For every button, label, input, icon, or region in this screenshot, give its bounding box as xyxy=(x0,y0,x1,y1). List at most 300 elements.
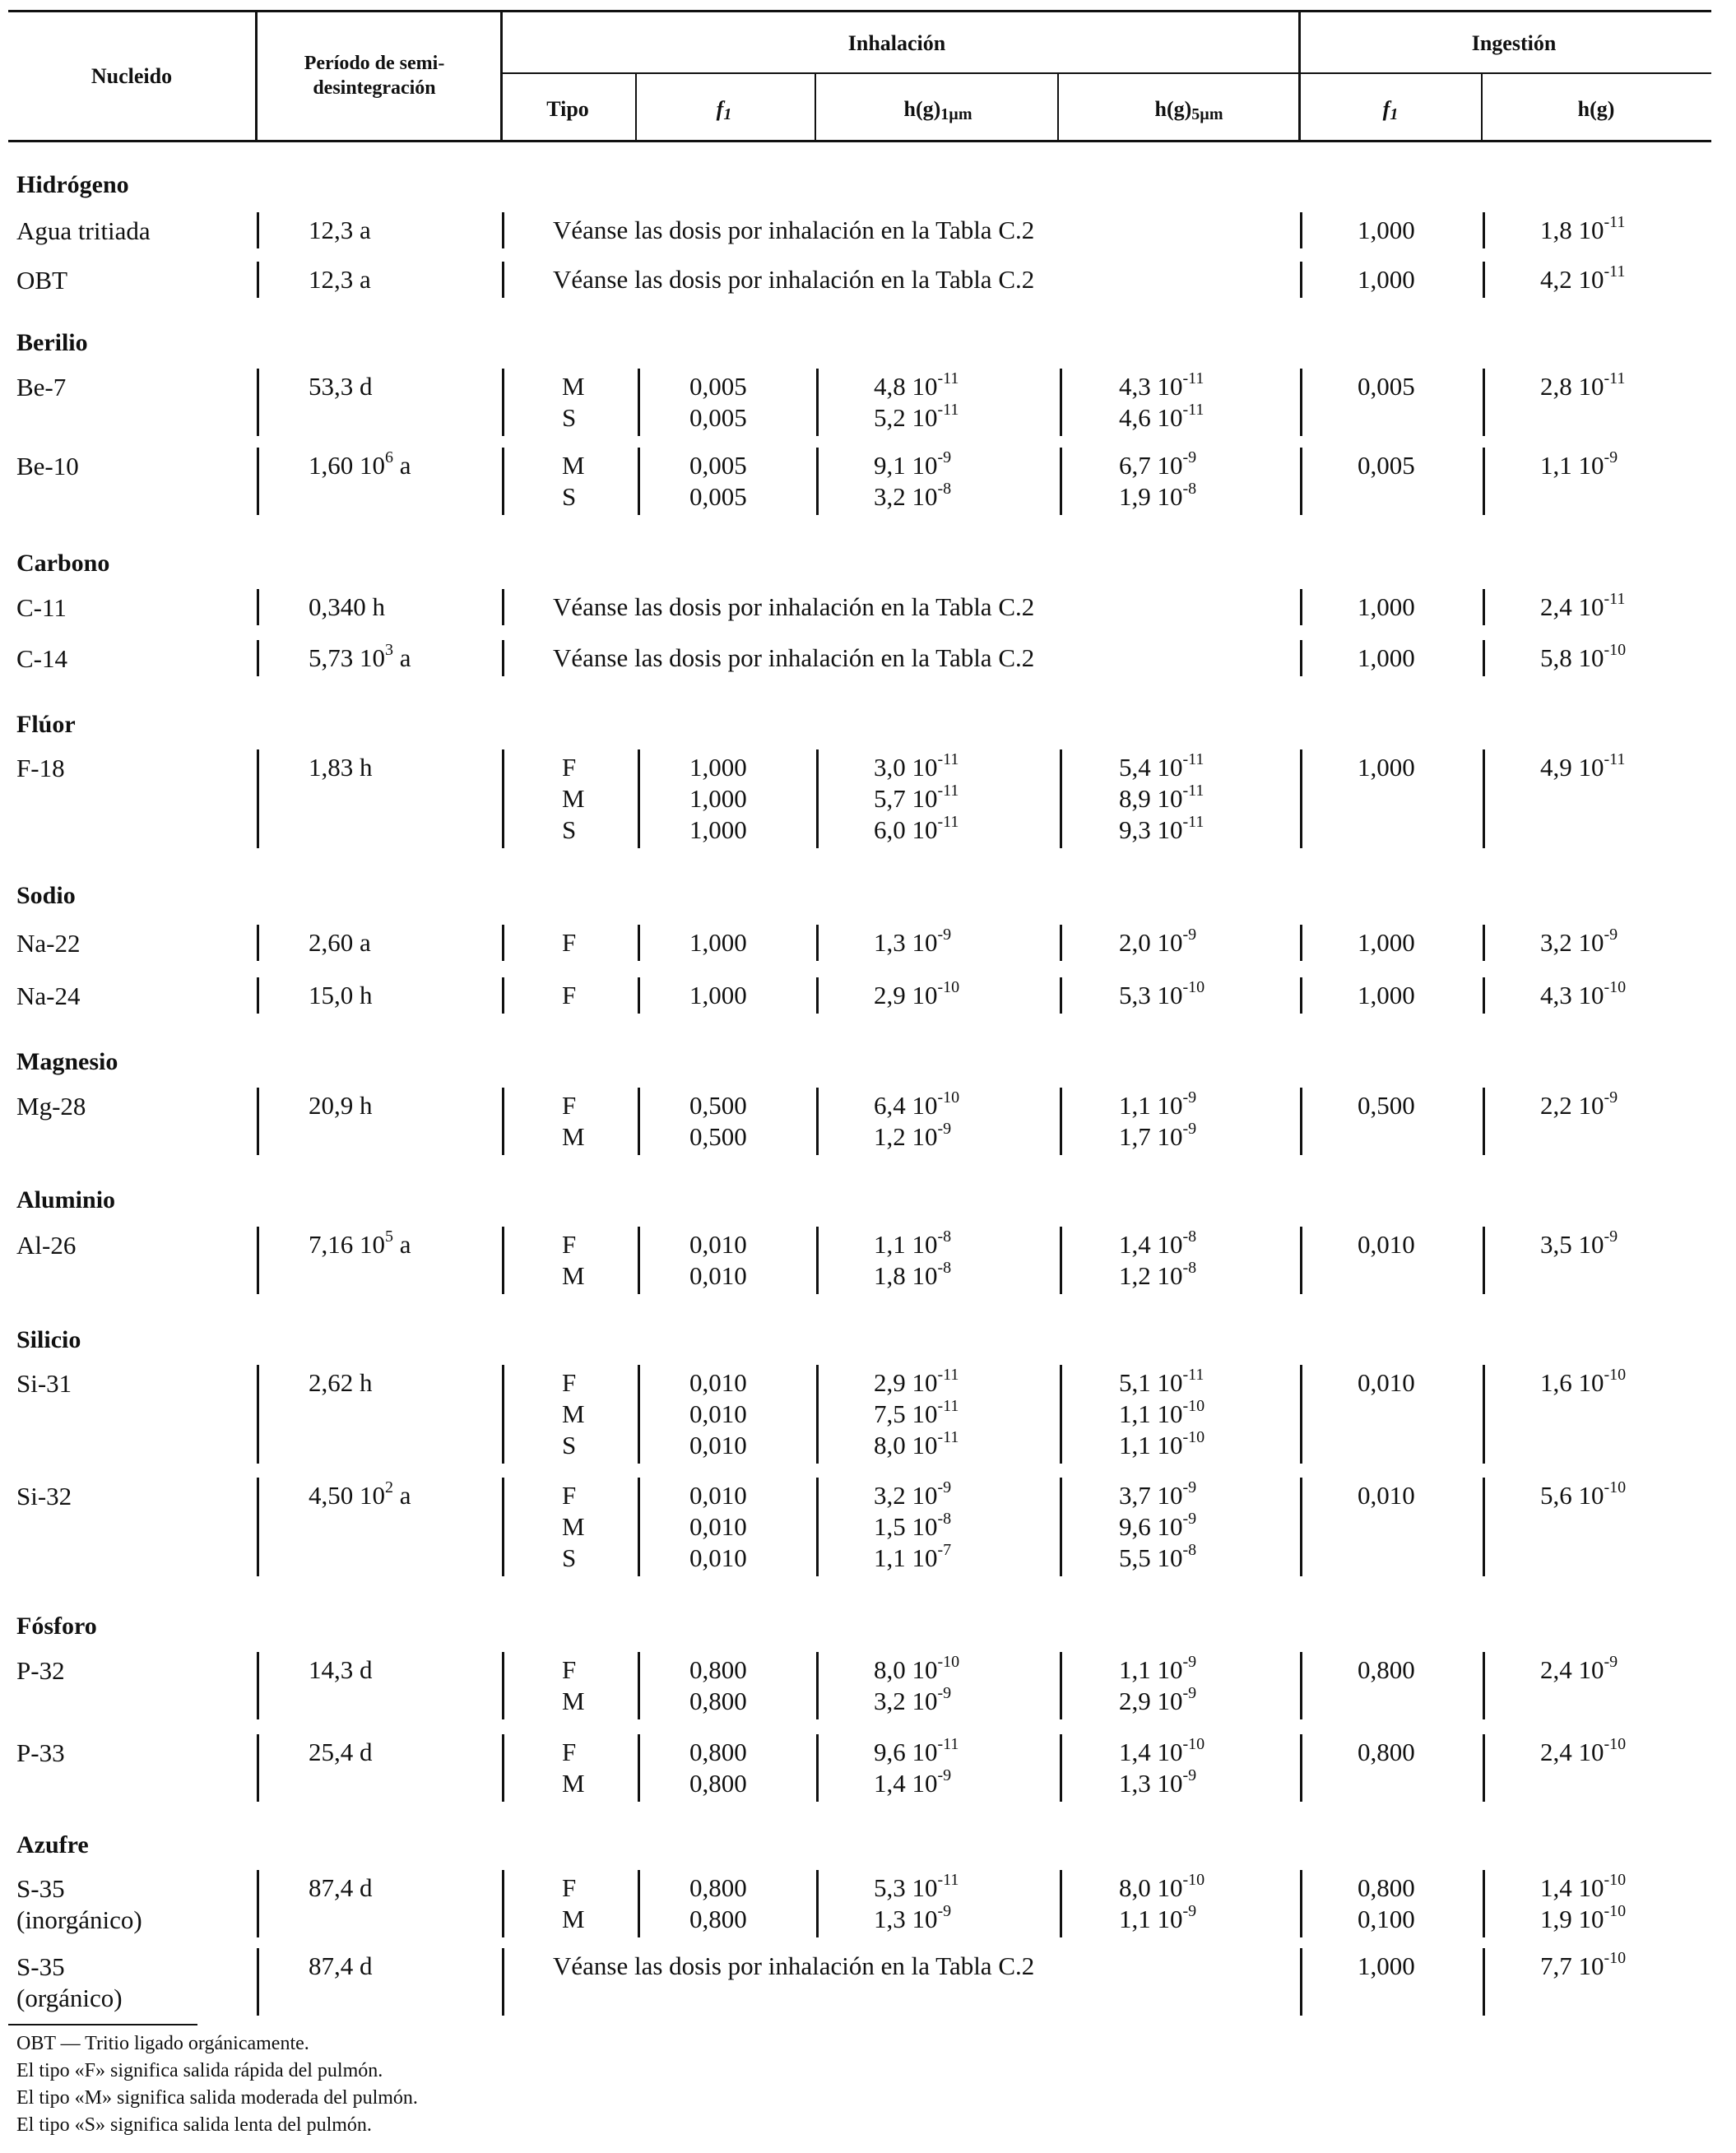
header-sub-rule xyxy=(502,72,1711,74)
h-1um: 1,1 $10^{-7}$ xyxy=(874,1541,952,1572)
h-1um: 2,9 $10^{-11}$ xyxy=(874,1366,959,1397)
nuclide-name: Si-32 xyxy=(16,1482,72,1510)
absorption-type: F xyxy=(562,1655,577,1684)
f1-ingestion: 0,005 xyxy=(1358,372,1415,401)
half-life: 25,4 d xyxy=(309,1738,373,1766)
column-separator xyxy=(1060,1365,1062,1464)
f1-inhalation: 0,005 xyxy=(689,482,747,511)
h-1um: 1,2 $10^{-9}$ xyxy=(874,1120,952,1151)
h-ingestion: 1,4 $10^{-10}$ xyxy=(1540,1871,1627,1902)
column-separator xyxy=(257,925,259,961)
half-life: 1,83 h xyxy=(309,753,373,782)
absorption-type: M xyxy=(562,1122,585,1151)
nuclide-name: OBT xyxy=(16,266,67,295)
column-separator xyxy=(257,1227,259,1294)
header-divider-2 xyxy=(500,10,503,142)
column-separator xyxy=(816,977,819,1014)
h-5um: 1,7 $10^{-9}$ xyxy=(1119,1120,1197,1151)
h-5um: 1,1 $10^{-9}$ xyxy=(1119,1653,1197,1684)
column-separator xyxy=(1483,1227,1485,1294)
see-table-note: Véanse las dosis por inhalación en la Tabla C.2 xyxy=(553,643,1035,672)
column-separator xyxy=(257,749,259,848)
header-top-rule xyxy=(8,10,1711,12)
h-ingestion: 2,4 $10^{-11}$ xyxy=(1540,590,1626,621)
column-separator xyxy=(1300,749,1302,848)
column-separator xyxy=(816,1870,819,1937)
column-separator xyxy=(1060,1652,1062,1719)
column-separator xyxy=(1300,212,1302,248)
nuclide-name: S-35 (inorgánico) xyxy=(16,1874,142,1934)
col-header-nucleido: Nucleido xyxy=(91,64,173,88)
column-separator xyxy=(1483,1478,1485,1576)
half-life: 7,16 $10^5$ a xyxy=(309,1227,411,1259)
column-separator xyxy=(1483,212,1485,248)
absorption-type: S xyxy=(562,1431,577,1459)
f1-inhalation: 0,800 xyxy=(689,1738,747,1766)
nuclide-name: C-14 xyxy=(16,644,67,673)
column-separator xyxy=(1483,749,1485,848)
absorption-type: M xyxy=(562,1261,585,1290)
nuclide-name: Si-31 xyxy=(16,1369,72,1398)
column-separator xyxy=(1300,1227,1302,1294)
column-separator xyxy=(257,448,259,515)
f1-inhalation: 0,800 xyxy=(689,1769,747,1798)
f1-inhalation: 0,010 xyxy=(689,1230,747,1259)
nuclide-name: Agua tritiada xyxy=(16,216,151,245)
h-1um: 1,3 $10^{-9}$ xyxy=(874,1902,952,1933)
h-5um: 1,4 $10^{-8}$ xyxy=(1119,1227,1197,1259)
f1-ingestion: 0,800 xyxy=(1358,1655,1415,1684)
header-divider-5 xyxy=(815,74,816,142)
column-separator xyxy=(257,640,259,676)
see-table-note: Véanse las dosis por inhalación en la Tabla C.2 xyxy=(553,216,1035,244)
footnote: El tipo «F» significa salida rápida del pulmón. xyxy=(16,2060,383,2081)
column-separator xyxy=(1300,925,1302,961)
f1-inhalation: 1,000 xyxy=(689,928,747,957)
half-life: 87,4 d xyxy=(309,1873,373,1902)
f1-inhalation: 0,005 xyxy=(689,403,747,432)
column-separator xyxy=(257,262,259,298)
h-ingestion: 5,8 $10^{-10}$ xyxy=(1540,641,1627,672)
column-separator xyxy=(1060,1478,1062,1576)
column-separator xyxy=(1483,1088,1485,1155)
half-life: 14,3 d xyxy=(309,1655,373,1684)
f1-inhalation: 0,800 xyxy=(689,1655,747,1684)
column-separator xyxy=(257,369,259,436)
absorption-type: S xyxy=(562,1543,577,1572)
column-separator xyxy=(1483,369,1485,436)
col-header-hg: h(g) xyxy=(1577,97,1615,121)
column-separator xyxy=(1483,1365,1485,1464)
half-life: 87,4 d xyxy=(309,1951,373,1980)
group-carbono: Carbono xyxy=(16,550,110,577)
column-separator xyxy=(257,212,259,248)
column-separator xyxy=(502,640,504,676)
col-header-f1-ing: $f_1$ xyxy=(1382,97,1399,123)
h-ingestion: 2,8 $10^{-11}$ xyxy=(1540,369,1626,401)
h-5um: 6,7 $10^{-9}$ xyxy=(1119,448,1197,480)
column-separator xyxy=(502,1734,504,1802)
absorption-type: F xyxy=(562,1481,577,1510)
column-separator xyxy=(816,1734,819,1802)
f1-ingestion: 0,010 xyxy=(1358,1230,1415,1259)
column-separator xyxy=(502,1948,504,2016)
f1-inhalation: 0,010 xyxy=(689,1261,747,1290)
half-life: 15,0 h xyxy=(309,981,373,1009)
h-5um: 5,5 $10^{-8}$ xyxy=(1119,1541,1197,1572)
column-separator xyxy=(257,1948,259,2016)
column-separator xyxy=(502,369,504,436)
f1-inhalation: 0,010 xyxy=(689,1543,747,1572)
header-divider-1 xyxy=(255,10,258,142)
absorption-type: F xyxy=(562,981,577,1009)
f1-inhalation: 0,005 xyxy=(689,451,747,480)
column-separator xyxy=(502,1088,504,1155)
absorption-type: S xyxy=(562,815,577,844)
column-separator xyxy=(1300,1088,1302,1155)
f1-inhalation: 0,010 xyxy=(689,1481,747,1510)
column-separator xyxy=(1483,640,1485,676)
f1-ingestion: 1,000 xyxy=(1358,265,1415,294)
absorption-type: M xyxy=(562,1905,585,1933)
h-1um: 3,2 $10^{-9}$ xyxy=(874,1478,952,1510)
column-separator xyxy=(502,1365,504,1464)
column-separator xyxy=(502,1870,504,1937)
f1-inhalation: 0,800 xyxy=(689,1905,747,1933)
half-life: 1,60 $10^6$ a xyxy=(309,448,411,480)
column-separator xyxy=(816,1227,819,1294)
column-separator xyxy=(638,749,640,848)
absorption-type: F xyxy=(562,1091,577,1120)
column-separator xyxy=(816,1652,819,1719)
absorption-type: M xyxy=(562,451,585,480)
header-divider-7 xyxy=(1481,74,1483,142)
header-bottom-rule xyxy=(8,140,1711,142)
h-1um: 4,8 $10^{-11}$ xyxy=(874,369,959,401)
column-separator xyxy=(1300,589,1302,625)
column-separator xyxy=(1300,1365,1302,1464)
column-separator xyxy=(1483,925,1485,961)
column-separator xyxy=(1483,1948,1485,2016)
absorption-type: S xyxy=(562,403,577,432)
column-separator xyxy=(502,1652,504,1719)
column-separator xyxy=(1300,977,1302,1014)
absorption-type: M xyxy=(562,784,585,813)
f1-inhalation: 0,010 xyxy=(689,1512,747,1541)
h-ingestion: 4,2 $10^{-11}$ xyxy=(1540,262,1626,294)
h-1um: 3,2 $10^{-8}$ xyxy=(874,480,952,511)
column-separator xyxy=(257,1734,259,1802)
footnote: El tipo «S» significa salida lenta del pulmón. xyxy=(16,2114,372,2136)
group-sodio: Sodio xyxy=(16,882,76,909)
nuclide-name: F-18 xyxy=(16,754,65,782)
h-1um: 3,0 $10^{-11}$ xyxy=(874,750,959,782)
absorption-type: M xyxy=(562,1512,585,1541)
nuclide-name: Be-10 xyxy=(16,452,79,480)
column-separator xyxy=(638,925,640,961)
h-ingestion: 3,5 $10^{-9}$ xyxy=(1540,1227,1618,1259)
column-separator xyxy=(257,1870,259,1937)
column-separator xyxy=(816,369,819,436)
half-life: 4,50 $10^2$ a xyxy=(309,1478,411,1510)
column-separator xyxy=(638,1652,640,1719)
h-1um: 9,6 $10^{-11}$ xyxy=(874,1735,959,1766)
h-1um: 1,1 $10^{-8}$ xyxy=(874,1227,952,1259)
group-aluminio: Aluminio xyxy=(16,1186,116,1213)
column-separator xyxy=(1300,369,1302,436)
col-header-periodo: Período de semi-desintegración xyxy=(304,53,445,99)
half-life: 53,3 d xyxy=(309,372,373,401)
column-separator xyxy=(1060,925,1062,961)
nuclide-name: S-35 (orgánico) xyxy=(16,1952,123,2012)
absorption-type: F xyxy=(562,753,577,782)
h-ingestion: 2,4 $10^{-9}$ xyxy=(1540,1653,1618,1684)
column-separator xyxy=(1060,1734,1062,1802)
h-5um: 1,1 $10^{-9}$ xyxy=(1119,1902,1197,1933)
f1-inhalation: 0,010 xyxy=(689,1431,747,1459)
notes-rule xyxy=(8,2024,197,2025)
h-5um: 2,0 $10^{-9}$ xyxy=(1119,926,1197,957)
header-divider-3 xyxy=(1298,10,1301,142)
column-separator xyxy=(257,1652,259,1719)
f1-ingestion: 0,010 xyxy=(1358,1481,1415,1510)
f1-ingestion: 0,800 xyxy=(1358,1873,1415,1902)
column-separator xyxy=(1060,448,1062,515)
column-separator xyxy=(1483,589,1485,625)
h-5um: 1,3 $10^{-9}$ xyxy=(1119,1766,1197,1798)
h-ingestion: 3,2 $10^{-9}$ xyxy=(1540,926,1618,957)
column-separator xyxy=(1483,262,1485,298)
h-1um: 1,4 $10^{-9}$ xyxy=(874,1766,952,1798)
column-separator xyxy=(1300,1652,1302,1719)
group-silicio: Silicio xyxy=(16,1326,81,1353)
nuclide-name: Na-22 xyxy=(16,929,81,958)
nuclide-name: P-33 xyxy=(16,1738,65,1767)
h-1um: 8,0 $10^{-10}$ xyxy=(874,1653,960,1684)
f1-inhalation: 0,005 xyxy=(689,372,747,401)
column-separator xyxy=(502,589,504,625)
half-life: 5,73 $10^3$ a xyxy=(309,641,411,672)
h-5um: 5,3 $10^{-10}$ xyxy=(1119,978,1205,1009)
col-header-h1: $h(g)_{1\mu m}$ xyxy=(903,97,972,123)
h-5um: 1,9 $10^{-8}$ xyxy=(1119,480,1197,511)
h-1um: 5,2 $10^{-11}$ xyxy=(874,401,959,432)
column-separator xyxy=(638,1088,640,1155)
column-separator xyxy=(816,448,819,515)
column-separator xyxy=(1300,640,1302,676)
half-life: 2,60 a xyxy=(309,928,371,957)
group-fluor: Flúor xyxy=(16,711,76,738)
h-5um: 1,2 $10^{-8}$ xyxy=(1119,1259,1197,1290)
absorption-type: F xyxy=(562,928,577,957)
see-table-note: Véanse las dosis por inhalación en la Tabla C.2 xyxy=(553,265,1035,294)
h-1um: 5,3 $10^{-11}$ xyxy=(874,1871,959,1902)
h-ingestion: 4,3 $10^{-10}$ xyxy=(1540,978,1627,1009)
f1-ingestion: 0,005 xyxy=(1358,451,1415,480)
column-separator xyxy=(1060,749,1062,848)
half-life: 12,3 a xyxy=(309,216,371,244)
h-ingestion: 1,1 $10^{-9}$ xyxy=(1540,448,1618,480)
f1-ingestion: 1,000 xyxy=(1358,753,1415,782)
header-divider-6 xyxy=(1057,74,1059,142)
footnotes xyxy=(16,2030,418,2139)
h-1um: 1,3 $10^{-9}$ xyxy=(874,926,952,957)
absorption-type: M xyxy=(562,372,585,401)
column-separator xyxy=(257,1365,259,1464)
column-separator xyxy=(1483,977,1485,1014)
column-separator xyxy=(1060,1870,1062,1937)
h-5um: 9,3 $10^{-11}$ xyxy=(1119,813,1205,844)
half-life: 20,9 h xyxy=(309,1091,373,1120)
nuclide-name: P-32 xyxy=(16,1656,65,1685)
column-separator xyxy=(1483,1652,1485,1719)
column-separator xyxy=(502,749,504,848)
col-header-inhalacion: Inhalación xyxy=(847,31,946,55)
column-separator xyxy=(1300,1478,1302,1576)
col-header-tipo: Tipo xyxy=(546,97,589,121)
column-separator xyxy=(816,1478,819,1576)
f1-inhalation: 0,010 xyxy=(689,1399,747,1428)
absorption-type: M xyxy=(562,1769,585,1798)
column-separator xyxy=(816,925,819,961)
h-ingestion: 7,7 $10^{-10}$ xyxy=(1540,1949,1627,1980)
nuclide-name: Al-26 xyxy=(16,1231,77,1260)
h-ingestion: 2,4 $10^{-10}$ xyxy=(1540,1735,1627,1766)
f1-ingestion: 1,000 xyxy=(1358,928,1415,957)
column-separator xyxy=(1300,1734,1302,1802)
h-1um: 7,5 $10^{-11}$ xyxy=(874,1397,959,1428)
group-fosforo: Fósforo xyxy=(16,1612,97,1640)
f1-inhalation: 0,500 xyxy=(689,1091,747,1120)
column-separator xyxy=(257,589,259,625)
h-5um: 2,9 $10^{-9}$ xyxy=(1119,1684,1197,1715)
column-separator xyxy=(638,369,640,436)
column-separator xyxy=(502,448,504,515)
half-life: 2,62 h xyxy=(309,1368,373,1397)
h-1um: 5,7 $10^{-11}$ xyxy=(874,782,959,813)
column-separator xyxy=(1483,1870,1485,1937)
column-separator xyxy=(638,1227,640,1294)
f1-ingestion: 1,000 xyxy=(1358,643,1415,672)
column-separator xyxy=(638,1870,640,1937)
h-1um: 6,0 $10^{-11}$ xyxy=(874,813,959,844)
f1-ingestion: 1,000 xyxy=(1358,592,1415,621)
h-ingestion: 1,9 $10^{-10}$ xyxy=(1540,1902,1627,1933)
h-5um: 9,6 $10^{-9}$ xyxy=(1119,1510,1197,1541)
f1-inhalation: 0,800 xyxy=(689,1873,747,1902)
col-header-ingestion: Ingestión xyxy=(1471,31,1557,55)
absorption-type: M xyxy=(562,1687,585,1715)
column-separator xyxy=(1300,1870,1302,1937)
column-separator xyxy=(638,448,640,515)
footnote: OBT — Tritio ligado orgánicamente. xyxy=(16,2033,309,2054)
h-ingestion: 2,2 $10^{-9}$ xyxy=(1540,1088,1618,1120)
h-5um: 3,7 $10^{-9}$ xyxy=(1119,1478,1197,1510)
group-azufre: Azufre xyxy=(16,1831,89,1858)
nuclide-name: C-11 xyxy=(16,593,67,622)
h-ingestion: 4,9 $10^{-11}$ xyxy=(1540,750,1626,782)
column-separator xyxy=(502,1478,504,1576)
column-separator xyxy=(257,1478,259,1576)
f1-ingestion: 0,500 xyxy=(1358,1091,1415,1120)
column-separator xyxy=(502,925,504,961)
h-1um: 8,0 $10^{-11}$ xyxy=(874,1428,959,1459)
column-separator xyxy=(1300,1948,1302,2016)
column-separator xyxy=(502,977,504,1014)
column-separator xyxy=(502,212,504,248)
absorption-type: S xyxy=(562,482,577,511)
group-hidrogeno: Hidrógeno xyxy=(16,171,129,198)
header-divider-4 xyxy=(635,74,637,142)
h-1um: 6,4 $10^{-10}$ xyxy=(874,1088,960,1120)
f1-inhalation: 0,010 xyxy=(689,1368,747,1397)
absorption-type: F xyxy=(562,1738,577,1766)
h-5um: 5,4 $10^{-11}$ xyxy=(1119,750,1205,782)
h-1um: 1,5 $10^{-8}$ xyxy=(874,1510,952,1541)
h-5um: 8,9 $10^{-11}$ xyxy=(1119,782,1205,813)
column-separator xyxy=(1483,448,1485,515)
column-separator xyxy=(1060,1088,1062,1155)
see-table-note: Véanse las dosis por inhalación en la Tabla C.2 xyxy=(553,592,1035,621)
footnote: El tipo «M» significa salida moderada del pulmón. xyxy=(16,2087,418,2109)
f1-ingestion: 0,100 xyxy=(1358,1905,1415,1933)
column-separator xyxy=(1300,448,1302,515)
column-separator xyxy=(816,1365,819,1464)
column-separator xyxy=(1060,1227,1062,1294)
h-5um: 8,0 $10^{-10}$ xyxy=(1119,1871,1205,1902)
absorption-type: F xyxy=(562,1368,577,1397)
f1-inhalation: 0,500 xyxy=(689,1122,747,1151)
h-ingestion: 1,6 $10^{-10}$ xyxy=(1540,1366,1627,1397)
column-separator xyxy=(502,262,504,298)
group-berilio: Berilio xyxy=(16,329,88,356)
f1-ingestion: 1,000 xyxy=(1358,981,1415,1009)
f1-ingestion: 0,800 xyxy=(1358,1738,1415,1766)
h-5um: 1,1 $10^{-10}$ xyxy=(1119,1397,1205,1428)
column-separator xyxy=(638,1365,640,1464)
see-table-note: Véanse las dosis por inhalación en la Tabla C.2 xyxy=(553,1951,1035,1980)
nuclide-name: Be-7 xyxy=(16,373,67,401)
h-1um: 2,9 $10^{-10}$ xyxy=(874,978,960,1009)
h-5um: 1,1 $10^{-10}$ xyxy=(1119,1428,1205,1459)
column-separator xyxy=(257,1088,259,1155)
f1-inhalation: 1,000 xyxy=(689,815,747,844)
absorption-type: F xyxy=(562,1873,577,1902)
h-1um: 1,8 $10^{-8}$ xyxy=(874,1259,952,1290)
h-5um: 4,3 $10^{-11}$ xyxy=(1119,369,1205,401)
half-life: 0,340 h xyxy=(309,592,385,621)
column-separator xyxy=(638,977,640,1014)
column-separator xyxy=(1060,369,1062,436)
f1-inhalation: 1,000 xyxy=(689,981,747,1009)
group-magnesio: Magnesio xyxy=(16,1048,118,1075)
f1-inhalation: 1,000 xyxy=(689,753,747,782)
f1-ingestion: 1,000 xyxy=(1358,1951,1415,1980)
column-separator xyxy=(638,1478,640,1576)
f1-ingestion: 1,000 xyxy=(1358,216,1415,244)
f1-inhalation: 1,000 xyxy=(689,784,747,813)
col-header-f1: $f_1$ xyxy=(716,97,732,123)
column-separator xyxy=(1300,262,1302,298)
h-5um: 1,4 $10^{-10}$ xyxy=(1119,1735,1205,1766)
nuclide-name: Mg-28 xyxy=(16,1092,86,1121)
h-1um: 3,2 $10^{-9}$ xyxy=(874,1684,952,1715)
half-life: 12,3 a xyxy=(309,265,371,294)
column-separator xyxy=(257,977,259,1014)
column-separator xyxy=(1060,977,1062,1014)
column-separator xyxy=(816,749,819,848)
absorption-type: F xyxy=(562,1230,577,1259)
